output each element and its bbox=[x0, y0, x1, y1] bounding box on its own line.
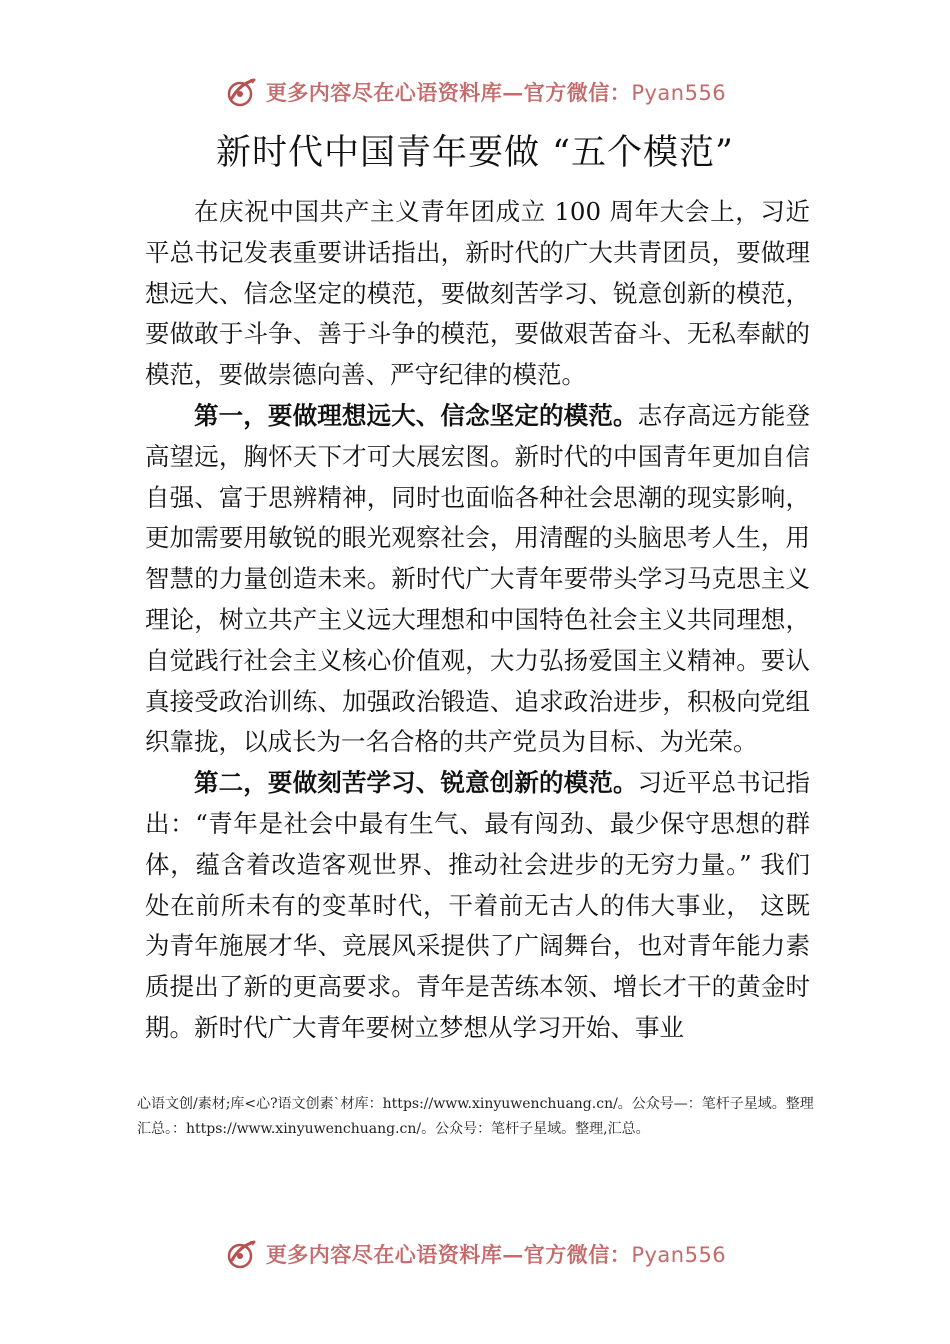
wechat-id: Pyan556 bbox=[631, 1243, 727, 1267]
banner-text bbox=[266, 1239, 726, 1269]
section-2-paragraph bbox=[145, 763, 810, 1049]
footer-banner bbox=[0, 1232, 950, 1276]
document-title: 新时代中国青年要做 “五个模范” bbox=[216, 133, 734, 173]
document-body bbox=[145, 192, 810, 1049]
banner-slogan: 更多内容尽在心语资料库—官方微信： bbox=[265, 1242, 632, 1267]
section-2-heading: 第二，要做刻苦学习、锐意创新的模范。 bbox=[194, 768, 638, 798]
intro-paragraph: 在庆祝中国共产主义青年团成立 100 周年大会上，习近平总书记发表重要讲话指出，新时代的广大共青团员，要做理想远大、信念坚定的模范，要做刻苦学习、锐意创新的模范，要做敢于斗争、善于斗争的模范，要做艰苦奋斗、无私奉献的模范，要做崇德向善、严守纪律的模范。 bbox=[145, 197, 810, 390]
banner-slogan: 更多内容尽在心语资料库—官方微信： bbox=[265, 80, 632, 105]
logo-icon bbox=[224, 1236, 260, 1272]
section-1-body: 志存高远方能登高望远，胸怀天下才可大展宏图。新时代的中国青年更加自信自强、富于思辨精神，同时也面临各种社会思潮的现实影响，更加需要用敏锐的眼光观察社会，用清醒的头脑思考人生，用智慧的力量创造未来。新时代广大青年要带头学习马克思主义理论，树立共产主义远大理想和中国特色社会主义共同理想，自觉践行社会主义核心价值观，大力弘扬爱国主义精神。要认真接受政治训练、加强政治锻造、追求政治进步，积极向党组织靠拢，以成长为一名合格的共产党员为目标、为光荣。 bbox=[145, 400, 810, 757]
header-banner bbox=[0, 70, 950, 114]
banner-text bbox=[266, 77, 726, 107]
wechat-id: Pyan556 bbox=[631, 81, 727, 105]
section-1-heading: 第一，要做理想远大、信念坚定的模范。 bbox=[194, 400, 638, 430]
section-1-paragraph bbox=[145, 396, 810, 763]
source-footnote: 心语文创/素材;库<心?语文创素`材库：https://www.xinyuwenchuang.cn/。公众号—：笔杆子星域。整理汇总。：https://www.xinyuwenchuang.cn/。公众号：笔杆子星域。整理,汇总。 bbox=[137, 1096, 814, 1137]
section-2-body: 习近平总书记指出：“青年是社会中最有生气、最有闯劲、最少保守思想的群体，蕴含着改造客观世界、推动社会进步的无穷力量。” 我们处在前所未有的变革时代，干着前无古人的伟大事业， 这既为青年施展才华、竞展风采提供了广阔舞台，也对青年能力素质提出了新的更高要求。青年是苦练本领、增长才干的黄金时期。新时代广大青年要树立梦想从学习开始、事业 bbox=[145, 768, 810, 1042]
logo-icon bbox=[224, 74, 260, 110]
